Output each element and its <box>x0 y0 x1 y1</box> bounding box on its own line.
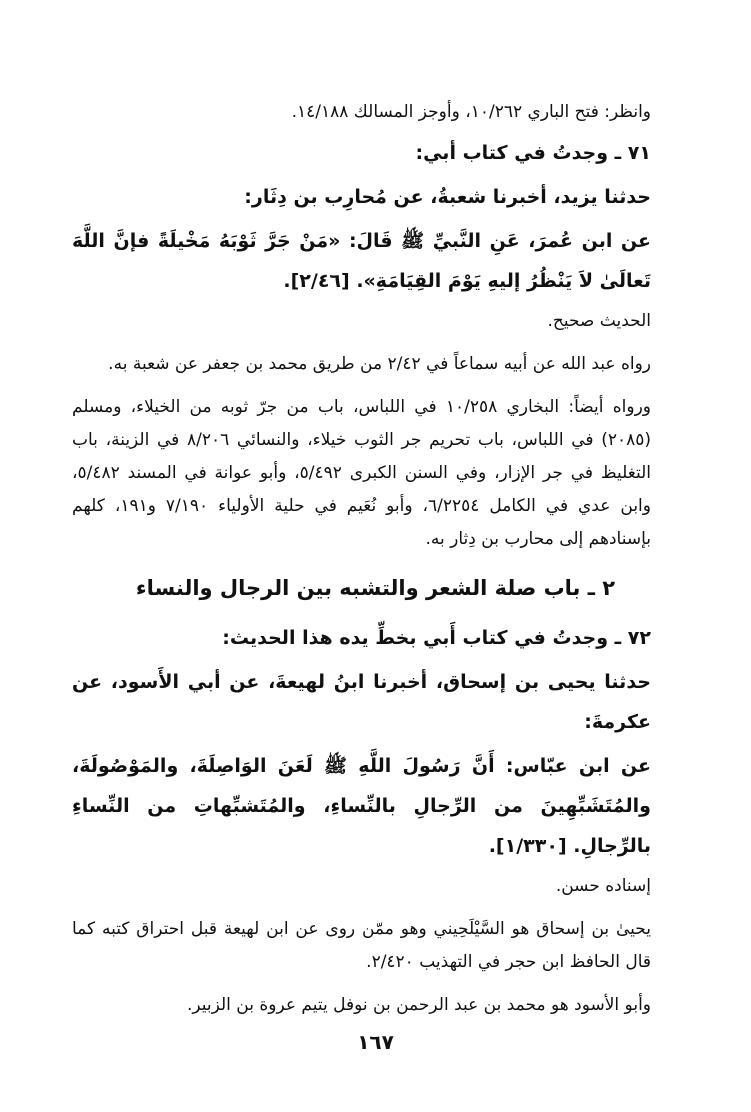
hadith-72-chain: حدثنا يحيى بن إسحاق، أخبرنا ابنُ لهيعةَ، عن أبي الأَسود، عن عكرمةَ: <box>72 671 651 733</box>
hadith-72-grade: إسناده حسن. <box>555 876 651 896</box>
hadith-71-text: عن ابن عُمرَ، عَنِ النَّبيِّ ﷺ قَالَ: «مَنْ جَرَّ ثَوْبَهُ مَخْيلَةً فإنَّ اللَّهَ تَعالَىٰ لاَ يَنْظُرُ إليهِ يَوْمَ القِيَامَةِ». [٢/٤٦]. <box>72 230 651 292</box>
hadith-72-intro: ٧٢ ـ وجدتُ في كتاب أَبي بخطِّ يده هذا الحديث: <box>222 627 651 649</box>
reference-line: وانظر: فتح الباري ١٠/٢٦٢، وأوجز المسالك ١٤/١٨٨. <box>291 102 651 122</box>
hadith-71-chain: حدثنا يزيد، أخبرنا شعبةُ، عن مُحارِب بن دِثَار: <box>244 186 651 208</box>
chapter-heading: ٢ ـ باب صلة الشعر والتشبه بين الرجال والنساء <box>135 576 616 600</box>
page-number: ١٦٧ <box>357 1030 394 1054</box>
narrator-note-abu-al-aswad: وأبو الأسود هو محمد بن عبد الرحمن بن نوفل يتيم عروة بن الزبير. <box>186 995 651 1015</box>
hadith-71-grade: الحديث صحيح. <box>547 311 651 331</box>
hadith-71-intro: ٧١ ـ وجدتُ في كتاب أبي: <box>415 142 651 164</box>
narrator-note-yahya: يحيىٰ بن إسحاق هو السَّيْلَحِيني وهو ممّن روى عن ابن لهيعة قبل احتراق كتبه كما قال الحافظ ابن حجر في التهذيب ٢/٤٢٠. <box>72 919 651 972</box>
hadith-72-text: عن ابن عبّاس: أَنَّ رَسُولَ اللَّهِ ﷺ لَعَنَ الوَاصِلَةَ، والمَوْصُولَةَ، والمُتَشَبِّهِينَ من الرِّجالِ بالنِّساءِ، والمُتَشبِّهاتِ من النِّساءِ بالرِّجالِ. [١/٣٣٠]. <box>72 755 651 857</box>
hadith-71-takhrij: ورواه أيضاً: البخاري ١٠/٢٥٨ في اللباس، باب من جرّ ثوبه من الخيلاء، ومسلم (٢٠٨٥) في اللباس، باب تحريم جر الثوب خيلاء، والنسائي ٨/٢٠٦ في الزينة، باب التغليظ في جر الإزار، وفي السنن الكبرى ٥/٤٩٢، وأبو عوانة في المسند ٥/٤٨٢، وابن عدي في الكامل ٦/٢٢٥٤، وأبو نُعَيم في حلية الأولياء ٧/١٩٠ و١٩١، كلهم بإسنادهم إلى محارب بن دِثار به. <box>72 397 651 549</box>
hadith-71-narration-note: رواه عبد الله عن أبيه سماعاً في ٢/٤٢ من طريق محمد بن جعفر عن شعبة به. <box>108 354 651 374</box>
